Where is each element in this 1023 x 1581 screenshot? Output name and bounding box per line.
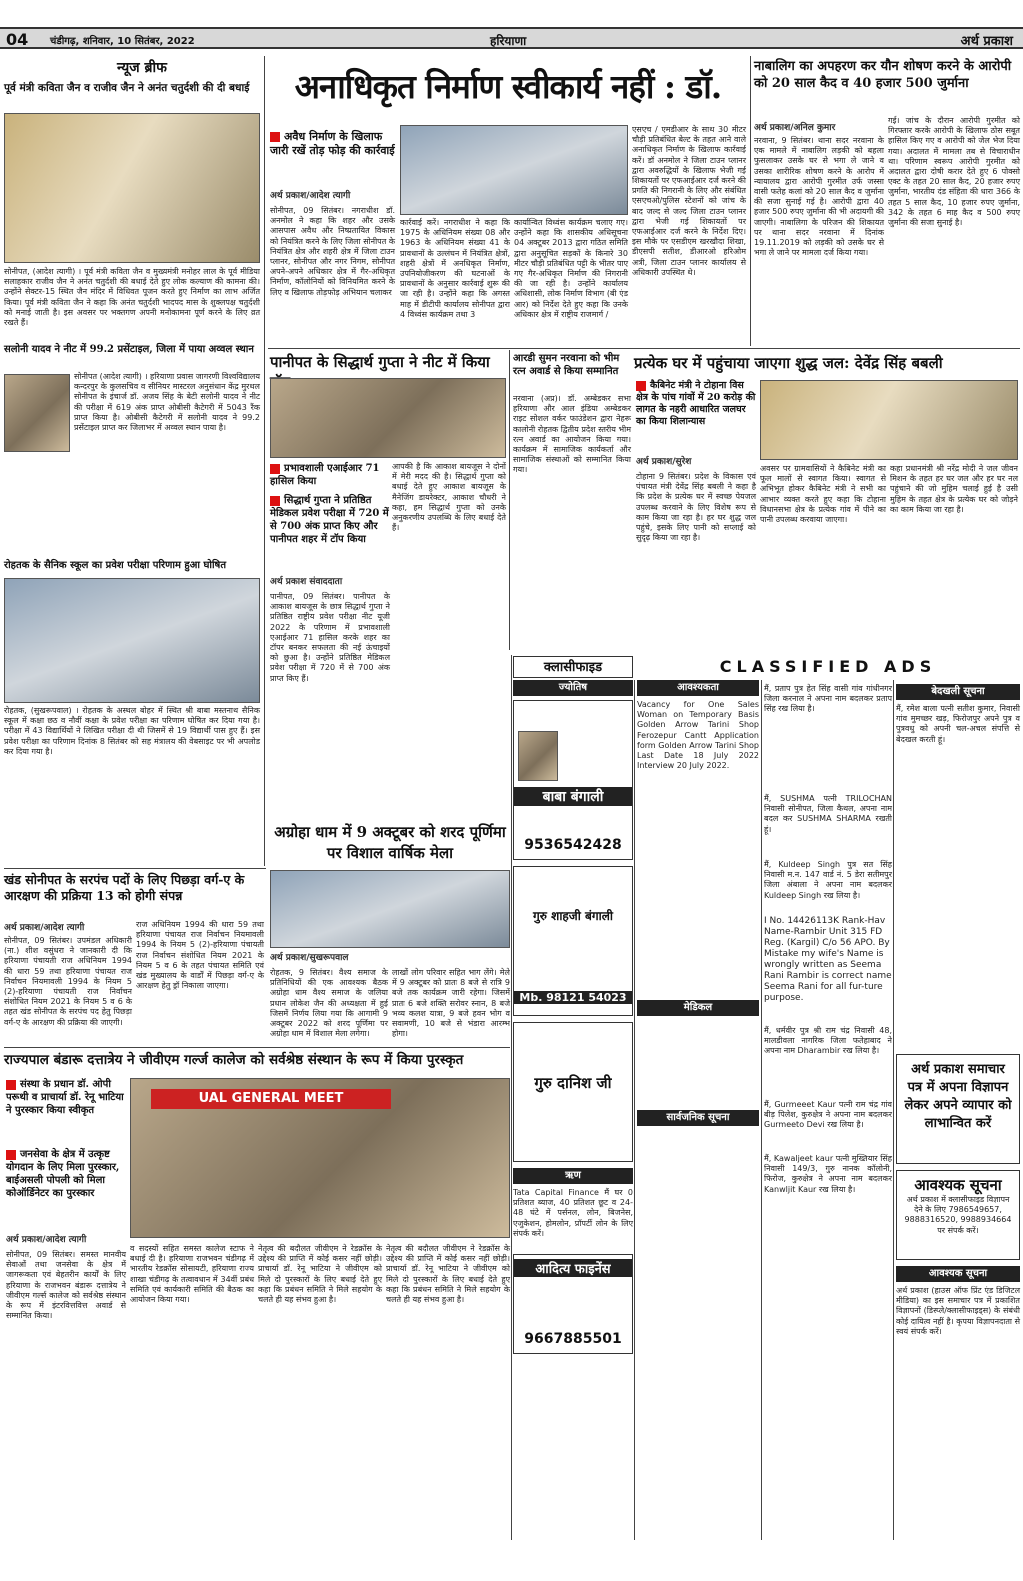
bullet-icon (6, 1150, 16, 1160)
aavashyakta-column (637, 680, 759, 1540)
kidnap-col-2: गई। जांच के दौरान आरोपी गुरमीत को गिरफ्तार करके आरोपी के खिलाफ ठोस सबूत हासिल किए गए व आरोपी को जेल भेज दिया गया। अदालत में मामला तब से विचाराधीन था। परिणाम स्वरूप आरोपी गुरमीत को अदालत द्वारा दोषी करार देते हुए 6 पोक्सो एक्ट के तहत 20 साल कैद, 20 हजार रुपए जुर्माना, भारतीय दंड संहिता की धारा 366 के तहत 5 साल कैद, 10 हजार रुपए जुर्माना, 342 के तहत 6 माह कैद व 500 रुपए जुर्माना की सजा सुनाई है। (888, 116, 1020, 228)
bullet-icon (6, 1080, 16, 1090)
aavashyak-suchna-title: आवश्यक सूचना (914, 1176, 1002, 1194)
neet-kicker-2 (270, 494, 390, 570)
notice-pratap: मैं, प्रताप पुत्र हेत सिंह वासी गांव गांधीनगर जिला करनाल ने अपना नाम बदलकर प्रताप सिंह रख लिया है। (764, 684, 892, 714)
lead-col-3: कार्यान्वित विध्वंस कार्यक्रम चलाए गए। उन्होंने कहा कि शासकीय अधिसूचना 04 अक्टूबर 2013 द्वारा गठित समिति द्वारा अनुसूचित सड़कों के किनारे 30 मीटर चौड़ी प्रतिबंधित पट्टी के भीतर पाए गए गैर-अधिकृत निर्माण की निगरानी की जा रही है। उन्होंने कार्यालय अधिशासी, लोक निर्माण विभाग (बी एंड आर) को निर्देश देते हुए कहा कि उनके अधिकार क्षेत्र में राष्ट्रीय राजमार्ग / (514, 218, 628, 319)
brand-name: अर्थ प्रकाश (960, 34, 1013, 49)
water-byline: अर्थ प्रकाश/सुरेश (636, 457, 692, 467)
guru-name: गुरु शाहजी बंगाली (533, 909, 613, 923)
agroha-headline: अग्रोहा धाम में 9 अक्टूबर को शरद पूर्णिमा पर विशाल वार्षिक मेला (274, 823, 506, 862)
medical-header: मेडिकल (637, 1000, 759, 1016)
gvm-byline: अर्थ प्रकाश/आदेश त्यागी (6, 1235, 87, 1245)
jyotish-column (513, 680, 633, 1540)
lead-col-2: कार्रवाई करें। नगराधीश ने कहा कि 1975 के अधिनियम संख्या 08 और 1963 के अधिनियम संख्या 41 के प्रावधानों के उल्लंघन में नियंत्रित क्षेत्रों, शहरी क्षेत्रों में अनधिकृत निर्माण, उपनियोजीकरण की घटनाओं के प्रावधानों के अनुसार कार्रवाई शुरू की जा रही है। उन्होंने कहा कि अगस्त माह में डीटीपी कार्यालय सोनीपत द्वारा 4 विध्वंस कार्यक्रम तथा 3 (400, 218, 510, 319)
lead-photo (400, 125, 628, 215)
gvm-col-2: व सदस्यों सहित समस्त कालेज स्टाफ ने बधाई दी है। हरियाणा राजभवन चंडीगढ़ में भारतीय रेडक्रॉस सोसायटी, हरियाणा राज्य शाखा चंडीगढ़ के तत्वावधान में 34वीं प्रबंध समिति एवं कार्यकारी समिति की बैठक का आयोजन किया गया। (130, 1244, 254, 1305)
row-divider (4, 1047, 510, 1048)
water-col-2: अवसर पर ग्रामवासियों ने कैबिनेट मंत्री का फूल मालों से स्वागत किया। स्वागत से अभिभूत होकर कैबिनेट मंत्री ने सभी का आभार व्यक्त करते हुए कहा कि टोहाना विधानसभा क्षेत्र के प्रत्येक गांव में पीने का पानी उपलब्ध करवाया जाएगा। (760, 464, 886, 525)
neet-headline: पानीपत के सिद्धार्थ गुप्ता ने नीट में किया (270, 353, 490, 371)
danish-name: गुरु दानिश जी (534, 1074, 612, 1092)
water-kicker-text: कैबिनेट मंत्री ने टोहाना विस क्षेत्र के पांच गांवों में 20 करोड़ की लागत के नहरी आधारित जलघर का किया शिलान्यास (636, 380, 756, 427)
agroha-col-1: रोहतक, 9 सितंबर। वैश्य समाज के प्रतिनिधियों की एक आवश्यक बैठक अग्रोहा धाम वैश्य समाज के जलिया प्रधान लोकेश जैन की अध्यक्षता में हुई जिसमें निर्णय लिया गया कि आगामी 9 अक्टूबर 2022 को शरद पूर्णिमा पर अग्रोहा धाम में विशाल मेला लगेगा। (270, 968, 388, 1039)
kidnap-col-1: नरवाना, 9 सितंबर। थाना सदर नरवाना के एक मामले में नाबालिग लड़की को बहला फुसलाकर उसके घर से भगा ले जाने व उसका शारीरिक शोषण करने के आरोप में न्यायालय द्वारा आरोपी गुरमीत उर्फ जस्सा वासी फतेह कलां को 20 साल कैद व जुर्माना की सजा सुनाई गई है। आरोपी द्वारा 40 हजार 500 रुपए जुर्माना की भी अदायगी की जाएगी। नाबालिगा के परिजन की शिकायत पर थाना सदर नरवाना में दिनांक 19.11.2019 को लड़की को उसके घर से भगा ले जाने पर मामला दर्ज किया गया। (754, 136, 884, 258)
sarpanch-col-1: सोनीपत, 09 सितंबर। उपमंडल अधिकारी (ना.) शीश वसुंधरा ने जानकारी दी कि हरियाणा पंचायती राज अधिनियम 1994 की धारा 59 तथा हरियाणा पंचायत राज निर्वाचन नियमावली 1994 के नियम 5 (2)-हरियाणा पंचायती राज निर्वाचन संशोधित नियम 2021 के नियम 5 व 6 के तहत खंड सोनीपत के सरपंच पद हेतु पिछड़ा वर्ग-ए के आरक्षण की प्रक्रिया की जाएगी। (4, 936, 132, 1027)
col-divider (761, 680, 762, 1540)
brief-3-photo (4, 578, 260, 703)
brief-1-photo (4, 113, 260, 263)
notice-kuldeep: मैं, Kuldeep Singh पुत्र सत सिंह निवासी म.न. 147 वार्ड नं. 5 डेरा सतीमपुर जिला अंबाला ने अपना नाम बदलकर Kuldeep Singh रख लिया है। (764, 860, 892, 900)
col-divider (750, 56, 751, 346)
baba-photo (518, 731, 558, 781)
row-divider (268, 348, 1020, 349)
brief-1-body: सोनीपत, (आदेश त्यागी) । पूर्व मंत्री कविता जैन व मुख्यमंत्री मनोहर लाल के पूर्व मीडिया सलाहकार राजीव जैन ने अनंत चतुर्दशी की बधाई देते हुए लोक कल्याण की कामना की। उन्होंने सेक्टर-15 स्थित जैन मंदिर में विधिवत पूजन करते हुए निर्माण का लाभ अर्जित किया। पूर्व मंत्री कविता जैन ने कहा कि अनंत चतुर्दशी भादपद मास के शुक्लपक्ष चतुर्दशी को मनाई जाती है। इस अवसर पर भक्तगण अपनी मनोकामना पूर्ण करने के लिए व्रत रखते हैं। (4, 267, 260, 328)
sarpanch-headline: खंड सोनीपत के सरपंच पदों के लिए पिछड़ा वर्ग-ए के आरक्षण की प्रक्रिया 13 को होगी संपन्न (4, 872, 245, 903)
bedakhli-header: बेदखली सूचना (896, 684, 1020, 700)
col-divider (511, 655, 512, 1540)
agroha-photo (270, 870, 510, 948)
news-brief-label: न्यूज ब्रीफ (117, 60, 167, 76)
brief-2-photo (4, 374, 70, 452)
lead-headline: अनाधिकृत निर्माण स्वीकार्य नहीं : डॉ. (294, 67, 722, 106)
neet-kicker-2-text: सिद्धार्थ गुप्ता ने प्रतिष्ठित मेडिकल प्रवेश परीक्षा में 720 में से 700 अंक प्राप्त किए और पानीपत शहर में टॉप किया (270, 495, 389, 545)
lead-col-4: एसएच / एमडीआर के साथ 30 मीटर चौड़ी प्रतिबंधित बेल्ट के तहत आने वाले अनाधिकृत निर्माण के खिलाफ कार्रवाई करें। डॉ अनमोल ने जिला टाउन प्लानर द्वारा अवरुद्धियों के खिलाफ भेजी गई शिकायतों पर एफआईआर दर्ज करने की प्रगति की निगरानी के लिए और संबंधित एसएचओ/पुलिस स्टेशनों को जांच के बाद जल्द से जल्द जिला टाउन प्लानर द्वारा भेजी गई शिकायतों पर एफआईआर दर्ज करने के निर्देश दिए। इस मौके पर एसडीएम खरखौदा शिखा, डीएसपी सतीश, डीआरओ हरिओम अत्री, जिला टाउन प्लानर कार्यालय से अधिकारी उपस्थित थे। (632, 125, 746, 277)
tata-ad: Tata Capital Finance मैं घर 0 प्रतिशत ब्याज, 40 प्रतिशत छूट व 24-48 घंटे में पर्सनल, लोन, बिजनेस, एजुकेशन, होमलोन, प्रॉपर्टी लोन के लिए संपर्क करें। (513, 1188, 633, 1238)
job-ad: Vacancy for One Sales Woman on Temporary Basis Golden Arrow Tarini Shop Ferozepur Cantt Application form Golden Arrow Tarini Shop Last Date 18 July 2022 Interview 20 July 2022. (637, 700, 759, 771)
col-divider (509, 350, 510, 650)
bullet-icon (270, 132, 280, 142)
bedakhli-column (896, 684, 1020, 1540)
notice-dharambir: मैं, धर्मवीर पुत्र श्री राम चंद्र निवासी 48, मालडीवला नागरिक जिला फतेहाबाद ने अपना नाम Dharambir रख लिया है। (764, 1026, 892, 1056)
water-photo (760, 380, 1018, 460)
rin-header: ऋण (513, 1168, 633, 1184)
section-name: हरियाणा (490, 34, 527, 48)
page-number: 04 (6, 30, 29, 49)
danish-ad (513, 1022, 633, 1162)
lead-kicker (270, 130, 395, 180)
notice-sushma: मैं, SUSHMA पत्नी TRILOCHAN निवासी सोनीपत, जिला कैथल, अपना नाम बदल कर SUSHMA SHARMA रखती हूं। (764, 794, 892, 834)
water-headline: प्रत्येक घर में पहुंचाया जाएगा शुद्ध जल: देवेंद्र सिंह बबली (634, 354, 943, 372)
brief-3-headline: रोहतक के सैनिक स्कूल का प्रवेश परीक्षा परिणाम हुआ घोषित (4, 560, 227, 571)
sarvajanik-header: सार्वजनिक सूचना (637, 1110, 759, 1126)
bullet-icon (636, 381, 646, 391)
notice-seema: I No. 14426113K Rank-Hav Name-Rambir Unit 315 FD Reg. (Kargil) C/o 56 APO. By Mistake my wife's Name is wrongly written as Seema Rani Rambir is correct name Seema Rani for all fur-ture purpose. (764, 916, 892, 1003)
neet-col-2: आपकी है कि आकाश बायजूस ने दोनों में मेरी मदद की है। सिद्धार्थ गुप्ता को बधाई देते हुए आकाश बायजूस के मैनेजिंग डायरेक्टर, आकाश चौधरी ने कहा, हम सिद्धार्थ गुप्ता को उनके अनुकरणीय उपलब्धि के लिए बधाई देते हैं। (392, 462, 506, 533)
neet-photo (270, 378, 506, 458)
kidnap-headline: नाबालिग का अपहरण कर यौन शोषण करने के आरोपी को 20 साल कैद व 40 हजार 500 जुर्माना (754, 59, 1012, 91)
water-col-3: कहा प्रधानमंत्री श्री नरेंद्र मोदी ने जल जीवन मिशन के तहत हर घर जल और हर घर नल पहुंचाने की जो मुहिम चलाई हुई है उसी मुहिम के तहत क्षेत्र के प्रत्येक घर को जोड़ने का काम किया जा रहा है। (890, 464, 1018, 514)
baba-phone: 9536542428 (524, 837, 622, 853)
bullet-icon (270, 496, 280, 506)
gvm-photo-banner: UAL GENERAL MEET (151, 1089, 391, 1109)
baba-name: बाबा बंगाली (514, 787, 632, 806)
bhim-body: नरवाना (अप्र)। डॉ. अम्बेडकर सभा हरियाणा और आल इंडिया अम्बेडकर राइट सोशल वर्कर फाउंडेशन द्वारा नेहरू कालोनी रोहतक द्वितीय प्रदेश स्तरीय भीम रत्न अवार्ड का आयोजन किया गया। कार्यक्रम में सामाजिक कार्यकर्ता और सामाजिक संस्थाओं को सम्मानित किया गया। (513, 394, 631, 475)
agroha-byline: अर्थ प्रकाश/सुखरूपवाल (270, 953, 349, 963)
gvm-kicker-2-text: जनसेवा के क्षेत्र में उत्कृष्ट योगदान के लिए मिला पुरस्कार, बाईअसली पोपली को मिला कोऑर्डिनेटर का पुरस्कार (6, 1149, 120, 1199)
water-kicker (636, 380, 756, 452)
sarpanch-byline: अर्थ प्रकाश/आदेश त्यागी (4, 923, 85, 933)
gvm-photo (130, 1078, 510, 1238)
col-divider (893, 680, 894, 1540)
lead-byline: अर्थ प्रकाश/आदेश त्यागी (270, 191, 351, 201)
row-divider (4, 868, 266, 869)
brief-2-headline: सलोनी यादव ने नीट में 99.2 प्रसेंटाइल, जिला में पाया अव्वल स्थान (4, 344, 254, 355)
classified-title-hi: क्लासीफाइड (513, 656, 633, 678)
neet-byline: अर्थ प्रकाश संवाददाता (270, 577, 343, 587)
aditya-phone: 9667885501 (524, 1331, 622, 1347)
gvm-col-1: सोनीपत, 09 सितंबर। समस्त मानवीय सेवाओं तथा जनसेवा के क्षेत्र में जागरूकता एवं बेहतरीन कार्यों के लिए हरियाणा के राजभवन बंडारू दत्तात्रेय ने जीवीएम गर्ल्स कालेज को सर्वश्रेष्ठ संस्थान के रूप में इंटरवित्तवित्त अवार्ड से सम्मानित किया। (6, 1250, 126, 1321)
kidnap-byline: अर्थ प्रकाश/अनिल कुमार (754, 123, 836, 133)
aditya-name: आदित्य फाइनेंस (514, 1259, 632, 1277)
jyotish-header: ज्योतिष (513, 680, 633, 696)
notice-kanwaljit: मैं, Kawaljeet kaur पत्नी मुख्तियार सिंह निवासी 149/3, गुरु नानक कॉलोनी, फिरोज, कुरुक्षेत्र ने अपना नाम बदलकर Kanwljit Kaur रख लिया है। (764, 1154, 892, 1194)
aavashyak-suchna-text: अर्थ प्रकाश में क्लासीफाइड विज्ञापन देने के लिए 7986549657, 9888316520, 9988934664 पर संपर्क करें। (904, 1195, 1012, 1235)
aavashyak-suchna-2-text: अर्थ प्रकाश (हाउस ऑफ प्रिंट एंड डिजिटल मीडिया) का इस समाचार पत्र में प्रकाशित विज्ञापनों (डिस्प्ले/क्लासीफाइड्स) के संबंधी कोई दायित्व नहीं है। कृपया विज्ञापनदाता से स्वयं संपर्क करें। (896, 1286, 1020, 1336)
neet-col-1: पानीपत, 09 सितंबर। पानीपत के आकाश बायजूस के छात्र सिद्धार्थ गुप्ता ने प्रतिष्ठित राष्ट्रीय प्रवेश परीक्षा नीट यूजी 2022 के परिणाम में प्रभावशाली एआईआर 71 हासिल करके शहर का टॉपर बनकर सफलता की नई ऊंचाइयों को छुआ है। उन्होंने प्रतिष्ठित मेडिकल प्रवेश परीक्षा में 720 में से 700 अंक प्राप्त किए हैं। (270, 592, 390, 683)
guru-phone: Mb. 98121 54023 (514, 991, 632, 1004)
gvm-kicker-1 (6, 1078, 126, 1144)
brief-1-headline: पूर्व मंत्री कविता जैन व राजीव जैन ने अनंत चतुर्दशी की दी बधाई (4, 82, 250, 94)
dateline: चंडीगढ़, शनिवार, 10 सितंबर, 2022 (50, 36, 195, 47)
col-divider (264, 56, 265, 866)
lead-col-1: सोनीपत, 09 सितंबर। नगराधीश डॉ. अनमोल ने कहा कि शहर और उसके आसपास अवैध और निष्प्रतायित विकास को नियंत्रित करने के लिए जिला सोनीपत के नियंत्रित क्षेत्र और शहरी क्षेत्र में जिला टाउन प्लानर, सोनीपत और नगर निगम, सोनीपत अपने-अपने अधिकार क्षेत्र में गैर-अधिकृत निर्माण, कॉलोनियों को विनियमित करने के लिए व खिलाफ तोड़फोड़ अभियान चलाकर (270, 206, 395, 297)
gvm-col-3: नेतृत्व की बदौलत जीवीएम ने रेडक्रॉस के उद्देश्य की प्राप्ति में कोई कसर नहीं छोड़ी। प्राचार्या डॉ. रेनू भाटिया ने जीवीएम को मिले दो पुरस्कारों के लिए बधाई देते हुए कहा कि प्रबंधन समिति ने मिले सहयोग के चलते ही यह संभव हुआ है। (258, 1244, 382, 1305)
page-header (0, 27, 1023, 49)
bedakhli-notice: मैं, रमेश बाला पत्नी सतीश कुमार, निवासी गांव मुमच्छर खड़, फिरोजपुर अपने पुत्र व पुत्रवधु को अपनी चल-अचल संपत्ति से बेदखल करती हूं। (896, 704, 1020, 744)
lead-kicker-text: अवैध निर्माण के खिलाफ जारी रखें तोड़ फोड़ की कार्रवाई (270, 130, 395, 157)
brief-2-body: सोनीपत (आदेश त्यागी) । हरियाणा प्रवास जागरणी विश्वविद्यालय कन्दरपुर के कुलसचिव व सीनियर मास्टरल अनुसंधान केंद्र मुरथल सोनीपत के इंचार्ज डॉ. अजय सिंह के बेटी सलोनी यादव ने नीट की परीक्षा में 619 अंक प्राप्त ओबीसी कैटेगरी में 5043 रैंक प्राप्त किया है। ओबीसी कैटेगरी में सलोनी यादव ने 99.2 प्रसेंटाइल प्राप्त कर जिलाभर में अव्वल स्थान पाया है। (74, 372, 260, 433)
gvm-kicker-1-text: संस्था के प्रधान डॉ. ओपी परूथी व प्राचार्या डॉ. रेनू भाटिया ने पुरस्कार किया स्वीकृत (6, 1079, 124, 1116)
brief-3-body: रोहतक, (सुखरूपवाल) । रोहतक के अस्थल बोहर में स्थित श्री बाबा मस्तनाथ सैनिक स्कूल में कक्षा छठ व नौवीं कक्षा के प्रवेश परीक्षा का परिणाम घोषित कर दिया गया है। परीक्षा में 43 विद्यार्थियों ने लिखित परीक्षा दी थी जिसमें से 19 विद्यार्थी पास हुए हैं। इस प्रवेश परीक्षा का परिणाम दिनांक 8 सितंबर को सह मंत्रालय की वेबसाइट पर भी अपलोड कर दिया गया है। (4, 706, 260, 756)
bullet-icon (270, 464, 280, 474)
gvm-kicker-2 (6, 1148, 126, 1228)
gvm-col-4: नेतृत्व की बदौलत जीवीएम ने रेडक्रॉस के उद्देश्य की प्राप्ति में कोई कसर नहीं छोड़ी। प्राचार्या डॉ. रेनू भाटिया ने जीवीएम को मिले दो पुरस्कारों के लिए बधाई देते हुए कहा कि प्रबंधन समिति ने मिले सहयोग के चलते ही यह संभव हुआ है। (386, 1244, 510, 1305)
aavashyakta-header: आवश्यकता (637, 680, 759, 696)
bhim-headline: आरडी सुमन नरवाना को भीम रत्न अवार्ड से किया सम्मानित (513, 353, 620, 377)
gvm-headline: राज्यपाल बंडारू दत्तात्रेय ने जीवीएम गर्ल्ज कालेज को सर्वश्रेष्ठ संस्थान के रूप में किया पुरस्कृत (4, 1052, 464, 1068)
aditya-ad (513, 1254, 633, 1354)
classified-title-en: CLASSIFIED ADS (636, 656, 1020, 678)
notice-gurmeet: मैं, Gurmeeet Kaur पत्नी राम चंद्र गांव बीड़ पिलेश, कुरुक्षेत्र ने अपना नाम बदलकर Gurmeeto Devi रख लिया है। (764, 1100, 892, 1130)
guru-ad (513, 866, 633, 1016)
neet-kicker-1 (270, 462, 390, 492)
notices-column (764, 684, 892, 1540)
col-divider (634, 680, 635, 1540)
water-col-1: टोहाना 9 सितंबर। प्रदेश के विकास एवं पंचायत मंत्री देवेंद्र सिंह बबली ने कहा है कि प्रदेश के प्रत्येक घर में स्वच्छ पेयजल उपलब्ध करवाने के लिए विशेष रूप से काम किया जा रहा है। हर घर शुद्ध जल पहुंचे, इसके लिए पानी को सप्लाई को सुदृढ़ किया जा रहा है। (636, 472, 756, 543)
aavashyak-suchna-box (896, 1170, 1020, 1260)
apna-vigyapan-ad: अर्थ प्रकाश समाचार पत्र में अपना विज्ञापन लेकर अपने व्यापार को लाभान्वित करें (896, 1054, 1020, 1164)
neet-kicker-1-text: प्रभावशाली एआईआर 71 हासिल किया (270, 463, 380, 487)
sarpanch-col-2: राज अधिनियम 1994 की धारा 59 तथा हरियाणा पंचायत राज निर्वाचन नियमावली 1994 के नियम 5 (2)-हरियाणा पंचायती राज निर्वाचन संशोधित नियम 2021 के नियम 5 व 6 के तहत पंचायत समिति एवं खंड मुख्यालय के वार्डों में पिछड़ा वर्ग-ए के आरक्षण हेतु ड्रॉ निकाला जाएगा। (136, 920, 264, 991)
aavashyak-suchna-2-header: आवश्यक सूचना (896, 1266, 1020, 1282)
baba-ad (513, 700, 633, 860)
agroha-col-2: लाखों लोग परिवार सहित भाग लेंगे। मेले में 9 अक्टूबर को प्रातः 8 बजे से रात्रि 9 बजे तक कार्यक्रम जारी रहेगा। जिसमें प्रातः 6 बजे शक्ति सरोवर स्नान, 8 बजे भव्य कलश यात्रा, 9 बजे हवन भोग व सवामणी, 10 बजे से भंडारा आरम्भ होगा। (392, 968, 510, 1039)
